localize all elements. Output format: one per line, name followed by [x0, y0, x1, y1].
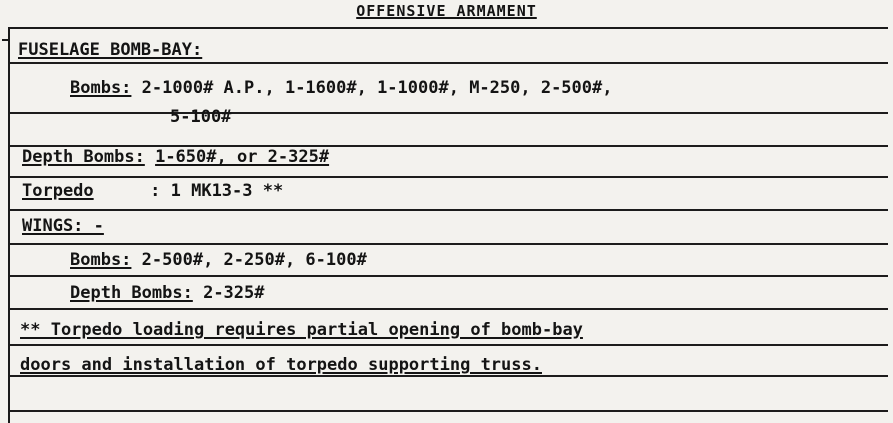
fuselage-depth-label: Depth Bombs:	[22, 147, 145, 167]
table-rule	[10, 344, 888, 346]
torpedo-note-line-2: doors and installation of torpedo supporting truss.	[20, 355, 542, 375]
fuselage-bombs-continuation: 5-100#	[170, 107, 232, 127]
armament-table	[8, 27, 888, 423]
page-title: OFFENSIVE ARMAMENT	[356, 2, 537, 20]
wings-depth-label: Depth Bombs:	[70, 283, 193, 303]
fuselage-bombs-value: 2-1000# A.P., 1-1600#, 1-1000#, M-250, 2-500#,	[141, 78, 613, 98]
wings-bombs-row	[70, 250, 367, 270]
fuselage-heading: FUSELAGE BOMB-BAY:	[18, 40, 203, 60]
table-rule	[10, 112, 888, 114]
torpedo-row	[22, 181, 283, 201]
table-rule	[10, 308, 888, 310]
table-rule	[10, 243, 888, 245]
fuselage-depth-value: 1-650#, or 2-325#	[155, 147, 330, 167]
wings-depth-row	[70, 283, 265, 303]
wings-heading: WINGS: -	[22, 216, 104, 236]
wings-depth-value: 2-325#	[203, 283, 265, 303]
torpedo-label: Torpedo	[22, 181, 94, 201]
fuselage-depth-row	[22, 147, 329, 167]
fuselage-bombs-row	[70, 78, 612, 98]
table-rule	[10, 176, 888, 178]
wings-bombs-value: 2-500#, 2-250#, 6-100#	[141, 250, 367, 270]
fuselage-bombs-label: Bombs:	[70, 78, 132, 98]
torpedo-value: : 1 MK13-3 **	[150, 181, 284, 201]
torpedo-note-line-1: ** Torpedo loading requires partial opening of bomb-bay	[20, 320, 583, 340]
wings-bombs-label: Bombs:	[70, 250, 132, 270]
table-rule	[10, 275, 888, 277]
table-rule	[10, 209, 888, 211]
margin-tick	[2, 39, 8, 41]
table-rule	[10, 375, 888, 377]
table-rule	[10, 410, 888, 412]
table-rule	[10, 62, 888, 64]
